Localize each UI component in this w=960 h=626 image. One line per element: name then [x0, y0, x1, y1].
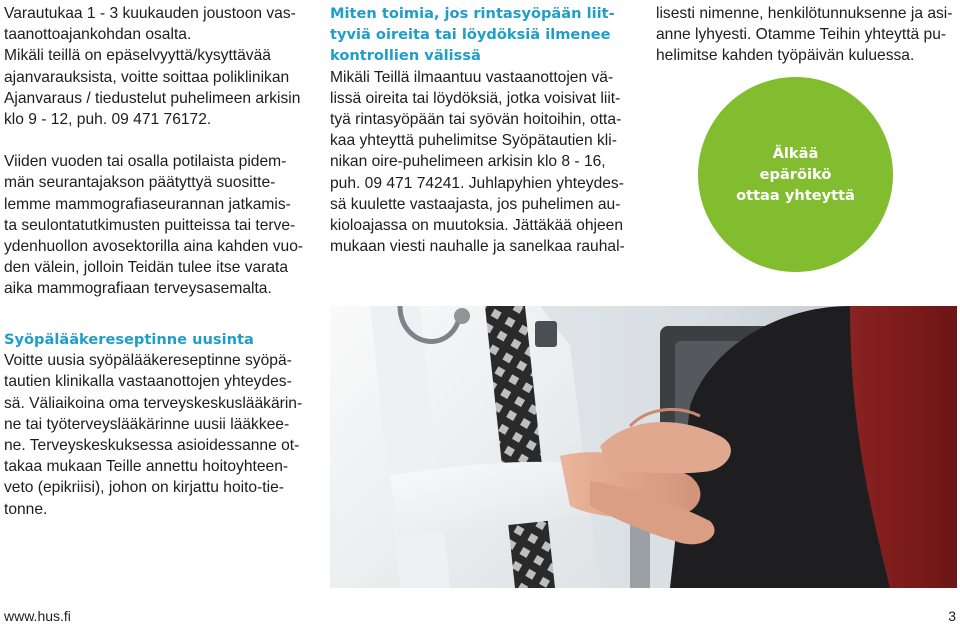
text-line: veto (epikriisi), johon on kirjattu hoito-tie-	[4, 479, 284, 497]
paragraph-gap	[4, 130, 314, 151]
text-line: kaa yhteyttä puhelimitse Syöpätautien kli-	[330, 132, 617, 150]
text-line: Mikäli Teillä ilmaantuu vastaanottojen vä-	[330, 68, 614, 86]
text-line: takaa mukaan Teille annettu hoitoyhteen-	[4, 458, 289, 476]
text-line: Voitte uusia syöpälääkereseptinne syöpä-	[4, 352, 292, 370]
section-heading: kontrollien välissä	[330, 47, 481, 65]
text-line: tonne.	[4, 500, 48, 518]
text-line: aika mammografiaan terveysasemalta.	[4, 280, 272, 298]
text-line: män seurantajakson päätyttyä suositte-	[4, 174, 276, 192]
footer-url[interactable]: www.hus.fi	[4, 608, 71, 624]
callout-line: epäröikö	[759, 166, 832, 183]
column-2	[330, 3, 630, 257]
callout-text	[736, 143, 855, 206]
text-line: kioloajassa on muutoksia. Jättäkää ohjeen	[330, 217, 623, 235]
section-heading: Miten toimia, jos rintasyöpään liit-	[330, 5, 615, 22]
text-line: Varautukaa 1 - 3 kuukauden joustoon vas-	[4, 5, 296, 22]
text-line: lissä oireita tai löydöksiä, jotka voisivat liit-	[330, 89, 621, 107]
text-line: Mikäli teillä on epäselvyyttä/kysyttävää	[4, 47, 271, 65]
text-line: nikan oire-puhelimeen arkisin klo 8 - 16,	[330, 153, 606, 171]
text-line: tautien klinikalla vastaanottojen yhteydes-	[4, 373, 292, 391]
doctor-holding-patient-hands-photo	[330, 306, 957, 588]
text-line: sä kuulette vastaajasta, jos puhelimen au-	[330, 195, 621, 213]
text-line: sä. Väliaikoina oma terveyskeskuslääkärin-	[4, 394, 303, 412]
text-line: ta seulontatutkimusten puitteissa tai terve-	[4, 216, 296, 234]
column-3	[656, 3, 956, 67]
photo-illustration	[330, 306, 957, 588]
text-line: helimitse kahden työpäivän kuluessa.	[656, 47, 915, 65]
text-line: ajanvarauksista, voitte soittaa poliklinikan	[4, 68, 290, 86]
callout-line: Älkää	[772, 145, 819, 162]
contact-callout-circle	[698, 77, 893, 272]
section-heading: Syöpälääkereseptinne uusinta	[4, 331, 254, 348]
text-line: lisesti nimenne, henkilötunnuksenne ja asi-	[656, 5, 953, 22]
text-line: ydenhuollon avosektorilla aina kahden vuo-	[4, 238, 304, 256]
text-line: ne. Terveyskeskuksessa asioidessanne ot-	[4, 437, 300, 455]
column-1	[4, 3, 314, 300]
text-line: ne tai työterveyslääkärinne uusii lääkkee-	[4, 415, 290, 433]
text-line: Ajanvaraus / tiedustelut puhelimeen arkisin	[4, 89, 301, 107]
page-number: 3	[948, 608, 956, 624]
text-line: puh. 09 471 74241. Juhlapyhien yhteydes-	[330, 174, 624, 192]
callout-line: ottaa yhteyttä	[736, 187, 855, 204]
text-line: klo 9 - 12, puh. 09 471 76172.	[4, 111, 212, 129]
text-line: mukaan viesti nauhalle ja sanelkaa rauhal-	[330, 238, 625, 256]
text-line: tyä rintasyöpään tai syövän hoitoihin, otta-	[330, 111, 622, 129]
text-line: anne lyhyesti. Otamme Teihin yhteyttä pu-	[656, 26, 947, 44]
section-heading: tyviä oireita tai löydöksiä ilmenee	[330, 26, 611, 44]
prescription-section	[4, 329, 314, 520]
text-line: taanottoajankohdan osalta.	[4, 26, 192, 44]
text-line: lemme mammografiaseurannan jatkamis-	[4, 195, 291, 213]
text-line: Viiden vuoden tai osalla potilaista pidem-	[4, 153, 287, 171]
text-line: den välein, jolloin Teidän tulee itse varata	[4, 259, 289, 277]
